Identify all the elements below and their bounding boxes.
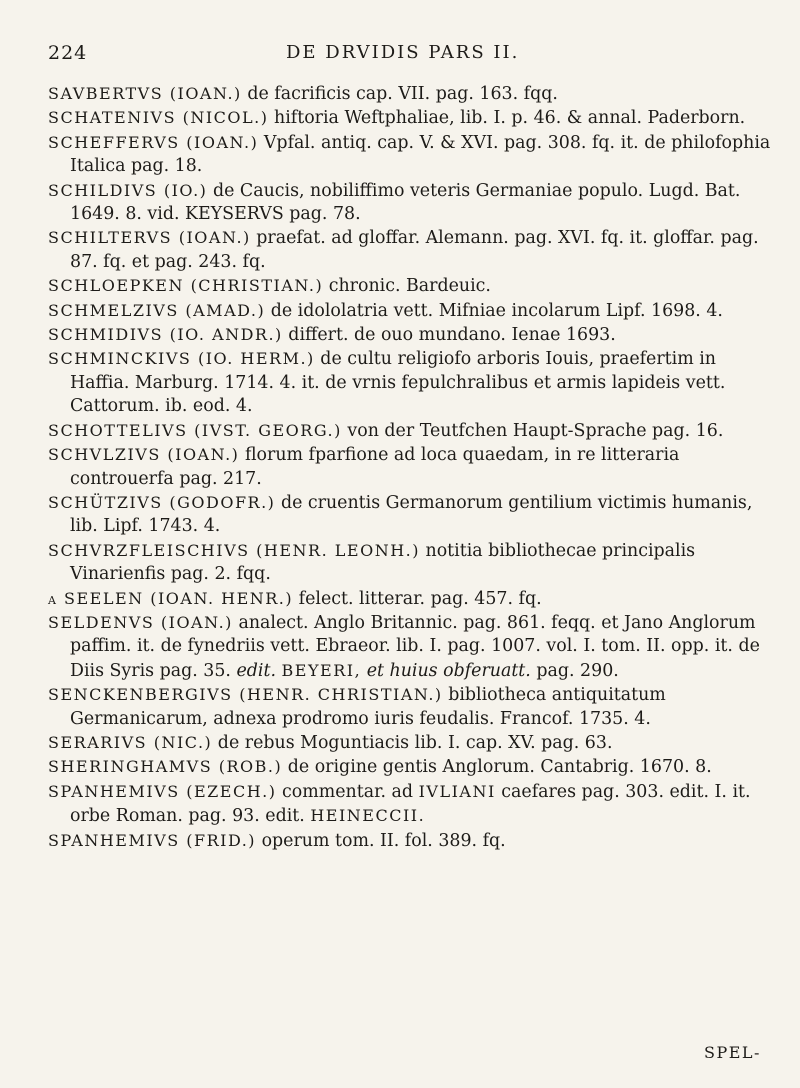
author-name: SCHILTERVS (IOAN.) [48, 228, 251, 248]
entry-text: pag. 290. [530, 660, 619, 681]
author-name: SCHATENIVS (NICOL.) [48, 108, 269, 128]
author-name: SCHLOEPKEN (CHRISTIAN.) [48, 276, 324, 296]
author-name: SCHEFFERVS (IOAN.) [48, 132, 259, 152]
bibliography-entry [48, 443, 776, 491]
author-name: SCHVRZFLEISCHIVS (HENR. LEONH.) [48, 540, 420, 560]
running-head: DE DRVIDIS PARS II. [286, 42, 520, 63]
bibliography-entry [48, 226, 776, 274]
entry-text: de cruentis Germanorum gentilium victimis humanis, lib. Lipf. 1743. 4. [70, 492, 753, 537]
entry-text: hiftoria Weftphaliae, lib. I. p. 46. & annal. Paderborn. [268, 108, 746, 129]
bibliography-entry [48, 755, 776, 779]
bibliography-entry [48, 683, 776, 731]
author-name: IVLIANI [418, 781, 496, 801]
author-name: SENCKENBERGIVS (HENR. CHRISTIAN.) [48, 685, 443, 705]
author-name: SPANHEMIVS (FRID.) [48, 830, 257, 850]
author-name: HEINECCII. [310, 806, 426, 826]
bibliography-entry [48, 106, 776, 130]
entry-italic: edit. [236, 660, 276, 681]
author-name: SCHMELZIVS (AMAD.) [48, 300, 266, 320]
bibliography-entry [48, 82, 776, 106]
bibliography-entry [48, 347, 776, 418]
bibliography-entry [48, 611, 776, 683]
entry-text: analect. Anglo Britannic. pag. 861. feqq. et Jano Anglorum paffim. it. de fynedriis vett. Ebraeor. lib. I. pag. 1007. vol. I. tom. II. opp. it. de Diis Syris pag. 35. [70, 612, 760, 681]
author-name: SPANHEMIVS (EZECH.) [48, 781, 277, 801]
bibliography-entry [48, 274, 776, 298]
author-name: SCHMIDIVS (IO. ANDR.) [48, 325, 283, 345]
entry-text: de Caucis, nobiliffimo veteris Germaniae populo. Lugd. Bat. 1649. 8. vid. KEYSERVS pag. 78. [70, 180, 741, 225]
entry-text: Vpfal. antiq. cap. V. & XVI. pag. 308. fq. it. de philofophia Italica pag. 18. [70, 132, 771, 177]
entry-text: notitia bibliothecae principalis Vinarienfis pag. 2. fqq. [70, 540, 696, 585]
bibliography-entry [48, 419, 776, 443]
bibliography-entry [48, 323, 776, 347]
entry-text: chronic. Bardeuic. [323, 276, 491, 297]
bibliography-entry [48, 299, 776, 323]
entry-text: von der Teutfchen Haupt-Sprache pag. 16. [341, 420, 724, 441]
author-name: SCHVLZIVS (IOAN.) [48, 445, 240, 465]
entry-text: commentar. ad [276, 781, 414, 802]
bibliography-entry [48, 179, 776, 227]
bibliography-entry [48, 731, 776, 755]
entry-text: operum tom. II. fol. 389. fq. [256, 830, 506, 851]
author-name: BEYERI, [281, 660, 362, 680]
entry-text: caefares pag. 303. edit. I. it. orbe Roman. pag. 93. edit. [70, 781, 751, 827]
bibliography-list [48, 82, 776, 853]
entry-text: de facrificis cap. VII. pag. 163. fqq. [241, 84, 558, 104]
author-name: SCHILDIVS (IO.) [48, 180, 208, 200]
entry-text: de idololatria vett. Mifniae incolarum Lipf. 1698. 4. [265, 300, 723, 321]
author-name: SAVBERTVS (IOAN.) [48, 84, 242, 103]
bibliography-entry [48, 491, 776, 539]
page-header [48, 42, 768, 72]
author-name: SCHMINCKIVS (IO. HERM.) [48, 349, 315, 369]
entry-italic: et huius obferuatt. [366, 660, 531, 681]
entry-text: de origine gentis Anglorum. Cantabrig. 1670. 8. [282, 757, 712, 778]
entry-text: praefat. ad gloffar. Alemann. pag. XVI. fq. it. gloffar. pag. 87. fq. et pag. 243. fq. [70, 228, 759, 272]
entry-text: florum fparfione ad loca quaedam, in re litteraria controuerfa pag. 217. [70, 445, 680, 489]
author-name: SERARIVS (NIC.) [48, 732, 213, 752]
bibliography-entry [48, 780, 776, 829]
entry-text: differt. de ouo mundano. Ienae 1693. [282, 325, 616, 346]
author-name: SHERINGHAMVS (ROB.) [48, 757, 283, 777]
entry-text: de rebus Moguntiacis lib. I. cap. XV. pag. 63. [212, 732, 613, 753]
entry-text: felect. litterar. pag. 457. fq. [293, 588, 542, 609]
entry-text: bibliotheca antiquitatum Germanicarum, adnexa prodromo iuris feudalis. Francof. 1735. 4. [70, 685, 666, 729]
author-name: SELDENVS (IOAN.) [48, 612, 233, 632]
page-number: 224 [48, 42, 88, 64]
author-name: SCHOTTELIVS (IVST. GEORG.) [48, 420, 342, 440]
bibliography-entry [48, 131, 776, 179]
bibliography-entry [48, 539, 776, 587]
bibliography-entry [48, 829, 776, 853]
entry-text: de cultu religiofo arboris Iouis, praefertim in Haffia. Marburg. 1714. 4. it. de vrnis fepulchralibus et armis lapideis vett. Cattorum. ib. eod. 4. [70, 349, 726, 417]
catchword: SPEL- [704, 1043, 761, 1062]
bibliography-entry [48, 587, 776, 611]
author-name: SCHÜTZIVS (GODOFR.) [48, 492, 276, 512]
author-name: a SEELEN (IOAN. HENR.) [48, 588, 294, 608]
